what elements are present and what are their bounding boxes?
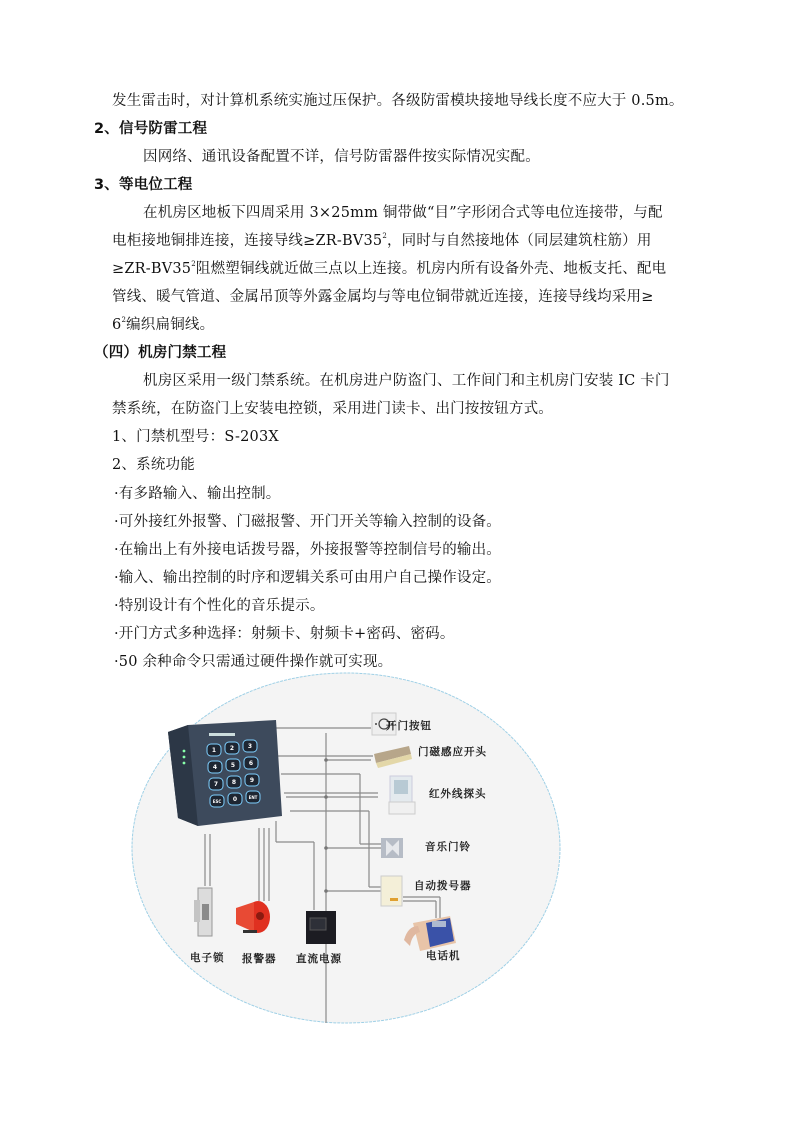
text-line: 管线、暖气管道、金属吊顶等外露金属均与等电位铜带就近连接，连接导线均采用≥ <box>112 289 654 305</box>
label-alarm: 报警器 <box>242 953 277 965</box>
functions-heading: 2、系统功能 <box>112 457 195 473</box>
svg-text:9: 9 <box>249 777 255 784</box>
feature-item: ·开门方式多种选择：射频卡、射频卡+密码、密码。 <box>114 626 455 642</box>
text-segment: ≥ZR-BV35 <box>112 261 192 277</box>
superscript: 2 <box>382 232 387 240</box>
svg-text:0: 0 <box>232 796 238 803</box>
text-line <box>112 259 666 279</box>
feature-item: ·输入、输出控制的时序和逻辑关系可由用户自己操作设定。 <box>114 570 502 586</box>
text-line <box>112 231 652 251</box>
power-supply-icon <box>306 911 336 944</box>
model-line: 1、门禁机型号：S-203X <box>112 429 279 445</box>
music-doorbell-icon <box>381 838 403 858</box>
text-line <box>112 315 214 335</box>
section-heading-equipotential: 3、等电位工程 <box>94 177 193 193</box>
text-line: 在机房区地板下四周采用 3×25mm 铜带做“目”字形闭合式等电位连接带，与配 <box>143 205 663 221</box>
access-control-diagram <box>128 668 568 1030</box>
auto-dialer-icon <box>381 876 402 906</box>
section-heading-access-control: （四）机房门禁工程 <box>94 345 227 361</box>
svg-text:3: 3 <box>247 743 253 750</box>
card-reader-icon <box>168 720 282 826</box>
superscript: 2 <box>121 316 127 324</box>
label-exit-button: 开门按钮 <box>386 720 432 732</box>
svg-text:1: 1 <box>211 747 217 754</box>
text-segment: 6 <box>112 317 122 333</box>
text-segment: 编织扁铜线。 <box>126 317 215 333</box>
label-lock: 电子锁 <box>190 952 225 964</box>
label-phone: 电话机 <box>426 950 461 962</box>
section-heading-signal-lightning: 2、信号防雷工程 <box>94 121 208 137</box>
superscript: 2 <box>191 260 196 268</box>
feature-item: ·可外接红外报警、门磁报警、开门开关等输入控制的设备。 <box>114 514 502 530</box>
svg-text:ESC: ESC <box>212 799 222 804</box>
svg-text:ENT: ENT <box>248 795 258 800</box>
text-line: 因网络、通讯设备配置不详，信号防雷器件按实际情况实配。 <box>143 149 540 165</box>
feature-item: ·特别设计有个性化的音乐提示。 <box>114 598 325 614</box>
svg-text:7: 7 <box>213 781 219 788</box>
text-line: 发生雷击时，对计算机系统实施过压保护。各级防雷模块接地导线长度不应大于 0.5m。 <box>112 93 684 109</box>
label-auto-dialer: 自动拨号器 <box>414 880 472 892</box>
label-doorbell: 音乐门铃 <box>425 841 471 853</box>
label-infrared: 红外线探头 <box>429 788 487 800</box>
svg-text:5: 5 <box>230 762 236 769</box>
svg-text:8: 8 <box>231 779 237 786</box>
svg-text:2: 2 <box>229 745 235 752</box>
feature-item: ·在输出上有外接电话拨号器，外接报警等控制信号的输出。 <box>114 542 502 558</box>
diagram-graphics <box>128 668 568 1030</box>
svg-text:4: 4 <box>212 764 218 771</box>
text-line: 禁系统，在防盗门上安装电控锁，采用进门读卡、出门按按钮方式。 <box>112 401 553 417</box>
label-power: 直流电源 <box>296 953 342 965</box>
text-segment: 阻燃塑铜线就近做三点以上连接。机房内所有设备外壳、地板支托、配电 <box>195 261 667 277</box>
feature-item: ·50 余种命令只需通过硬件操作就可实现。 <box>114 654 393 670</box>
feature-item: ·有多路输入、输出控制。 <box>114 486 281 502</box>
text-segment: ，同时与自然接地体（同层建筑柱筋）用 <box>386 233 652 249</box>
infrared-detector-icon <box>389 776 415 814</box>
svg-text:6: 6 <box>248 760 254 767</box>
text-line: 机房区采用一级门禁系统。在机房进户防盗门、工作间门和主机房门安装 IC 卡门 <box>143 373 670 389</box>
label-door-magnet: 门磁感应开头 <box>418 746 487 758</box>
text-segment: 电柜接地铜排连接，连接导线≥ZR-BV35 <box>112 233 383 249</box>
